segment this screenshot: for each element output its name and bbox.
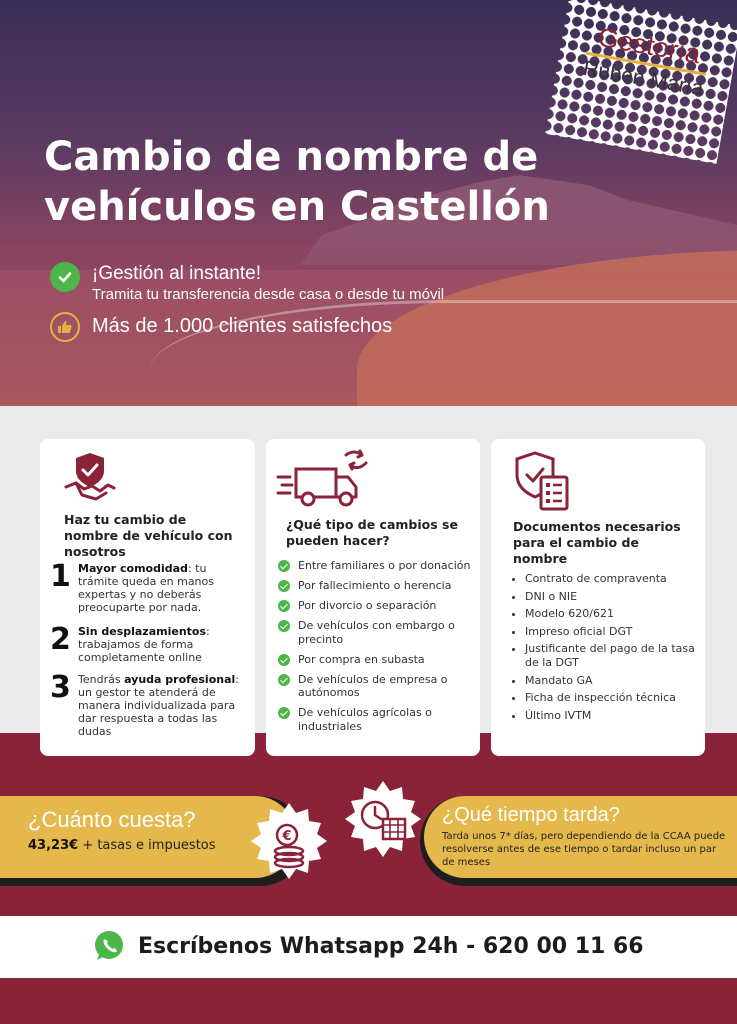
list-item: • DNI o NIE bbox=[525, 590, 700, 604]
whatsapp-cta[interactable] bbox=[92, 929, 644, 963]
check-icon bbox=[278, 654, 290, 666]
list-item: • Mandato GA bbox=[525, 674, 700, 688]
shield-checklist-icon bbox=[511, 451, 571, 513]
benefit-item bbox=[50, 670, 250, 738]
list-item: • Impreso oficial DGT bbox=[525, 625, 700, 639]
list-item: • Justificante del pago de la tasa de la DGT bbox=[525, 642, 700, 670]
stamp-brand-owner: Rubén María bbox=[581, 56, 706, 101]
change-types-list bbox=[278, 559, 473, 740]
list-item bbox=[278, 599, 473, 613]
list-item-text: Por compra en subasta bbox=[298, 652, 425, 666]
clock-calendar-icon bbox=[343, 779, 423, 859]
card-benefits-title: Haz tu cambio de nombre de vehículo con nosotros bbox=[64, 512, 233, 559]
list-item: • Último IVTM bbox=[525, 709, 700, 723]
list-item-text: De vehículos agrícolas o industriales bbox=[298, 706, 432, 733]
documents-list bbox=[525, 572, 700, 726]
price-value bbox=[28, 838, 216, 854]
list-item: • Contrato de compraventa bbox=[525, 572, 700, 586]
price-suffix: + tasas e impuestos bbox=[78, 838, 216, 853]
check-icon bbox=[278, 674, 290, 686]
time-text: Tarda unos 7* días, pero dependiendo de la CCAA puede resolverse antes de ese tiempo o tardar incluso un par de meses bbox=[442, 831, 726, 868]
list-item bbox=[278, 706, 473, 733]
feature-clients-title: Más de 1.000 clientes satisfechos bbox=[92, 315, 393, 337]
benefit-rest: : tu trámite queda en manos expertas y no deberás preocuparte por nada. bbox=[78, 562, 214, 614]
whatsapp-icon bbox=[92, 929, 126, 963]
benefit-text bbox=[78, 562, 250, 614]
benefit-text bbox=[78, 673, 250, 738]
list-item: • Modelo 620/621 bbox=[525, 607, 700, 621]
price-amount: 43,23€ bbox=[28, 838, 79, 853]
stamp-brand-name: Gestoría bbox=[595, 21, 703, 70]
time-question: ¿Qué tiempo tarda? bbox=[442, 804, 620, 826]
list-item-text: De vehículos con embargo o precinto bbox=[298, 619, 455, 646]
list-item bbox=[278, 579, 473, 593]
benefit-bold: Sin desplazamientos bbox=[78, 625, 207, 638]
check-icon bbox=[278, 600, 290, 612]
card-benefits bbox=[40, 439, 255, 756]
footer-band bbox=[0, 978, 737, 1024]
shield-handshake-icon bbox=[62, 449, 118, 505]
check-icon bbox=[278, 560, 290, 572]
truck-swap-icon bbox=[276, 447, 376, 511]
euro-coins-icon bbox=[249, 801, 329, 881]
benefit-number: 2 bbox=[50, 622, 71, 657]
benefit-text bbox=[78, 625, 250, 664]
benefit-number: 1 bbox=[50, 559, 71, 594]
card-documents bbox=[491, 439, 705, 756]
benefit-rest: : un gestor te atenderá de manera individualizada para dar respuesta a todas las dudas bbox=[78, 673, 239, 738]
check-icon bbox=[278, 707, 290, 719]
benefit-item bbox=[50, 622, 250, 664]
list-item-text: Por fallecimiento o herencia bbox=[298, 579, 452, 592]
list-item: • Ficha de inspección técnica bbox=[525, 691, 700, 705]
list-item-text: De vehículos de empresa o autónomos bbox=[298, 672, 448, 699]
feature-clients bbox=[50, 312, 392, 342]
benefit-rest: : trabajamos de forma completamente online bbox=[78, 625, 210, 664]
check-circle-icon bbox=[50, 262, 80, 292]
list-item bbox=[278, 559, 473, 573]
feature-instant-subtitle: Tramita tu transferencia desde casa o desde tu móvil bbox=[92, 286, 445, 303]
check-icon bbox=[278, 580, 290, 592]
benefit-bold: Mayor comodidad bbox=[78, 562, 188, 575]
list-item-text: Por divorcio o separación bbox=[298, 599, 437, 612]
card-change-types bbox=[266, 439, 480, 756]
svg-text:€: € bbox=[282, 829, 292, 844]
benefit-number: 3 bbox=[50, 670, 71, 705]
benefit-item bbox=[50, 559, 250, 614]
price-question: ¿Cuánto cuesta? bbox=[28, 807, 196, 832]
feature-instant-title: ¡Gestión al instante! bbox=[92, 263, 261, 284]
card-documents-title: Documentos necesarios para el cambio de nombre bbox=[513, 519, 681, 566]
thumbs-up-icon bbox=[50, 312, 80, 342]
list-item bbox=[278, 653, 473, 667]
list-item bbox=[278, 673, 473, 700]
whatsapp-text[interactable]: Escríbenos Whatsapp 24h - 620 00 11 66 bbox=[138, 933, 644, 959]
list-item-text: Entre familiares o por donación bbox=[298, 559, 471, 572]
benefit-pre: Tendrás bbox=[78, 673, 125, 686]
page-title: Cambio de nombre de vehículos en Castellón bbox=[44, 134, 550, 230]
list-item bbox=[278, 619, 473, 646]
feature-instant bbox=[50, 262, 444, 304]
benefit-bold: ayuda profesional bbox=[124, 673, 236, 686]
check-icon bbox=[278, 620, 290, 632]
card-change-types-title: ¿Qué tipo de cambios se pueden hacer? bbox=[286, 517, 458, 548]
